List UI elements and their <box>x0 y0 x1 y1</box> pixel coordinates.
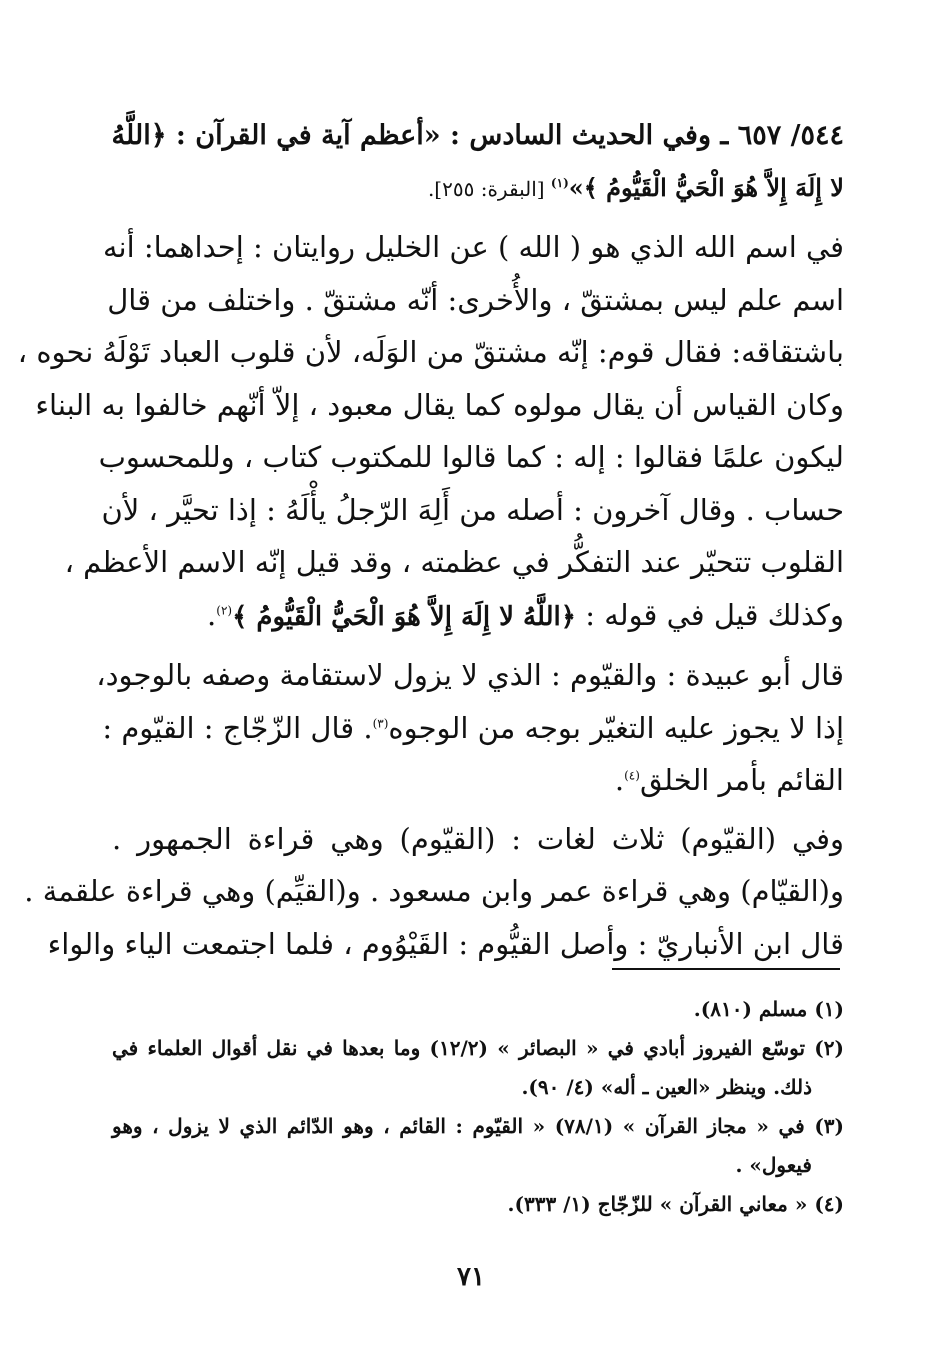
paragraph-text: . <box>207 597 217 632</box>
paragraph-line: و(القيّام) وهي قراءة عمر وابن مسعود . و(القيِّم) وهي قراءة علقمة . <box>24 874 844 908</box>
heading-line-1: ٥٤٤/ ٦٥٧ ـ وفي الحديث السادس : «أعظم آية في القرآن : ﴿اللَّهُ <box>111 120 844 151</box>
paragraph-text: . <box>614 763 625 797</box>
footnote-line: (٣) في « مجاز القرآن » (٧٨/١) « القيّوم : القائم ، وهو الدّائم الذي لا يزول ، وهو <box>112 1114 844 1138</box>
main-text <box>17 110 844 970</box>
paragraph-line: القلوب تتحيّر عند التفكُّر في عظمته ، وقد قيل إنّه الاسم الأعظم ، <box>64 545 844 579</box>
hadith-heading <box>112 110 844 215</box>
paragraph-text: . قال الزّجّاج : القيّوم : <box>102 710 373 745</box>
verse-reference: [البقرة: ٢٥٥]. <box>427 177 551 201</box>
footnote-ref-1[interactable]: (١) <box>550 176 569 190</box>
quran-verse-quote: لا إِلَهَ إِلاَّ هُوَ الْحَيُّ الْقَيُّومُ ﴾» <box>568 173 844 202</box>
footnote-line: (٤) « معاني القرآن » للزّجّاج (١/ ٣٣٣). <box>507 1192 844 1216</box>
footnote-line: (١) مسلم (٨١٠). <box>693 997 844 1021</box>
footnote-3 <box>112 1107 844 1185</box>
paragraph-text: القائم بأمر الخلق <box>639 763 844 797</box>
footnote-2 <box>112 1029 844 1107</box>
footnote-divider <box>612 968 840 970</box>
paragraph-line: وكان القياس أن يقال مولوه كما يقال معبود ، إلاّ أنّهم خالفوا به البناء <box>35 387 844 422</box>
paragraph-1 <box>17 221 844 643</box>
heading-line-2 <box>112 162 844 215</box>
page-number: ٧١ <box>457 1262 485 1292</box>
paragraph-line: حساب . وقال آخرون : أصله من أَلِهَ الرّجلُ يأْلَهُ : إذا تحيَّر ، لأن <box>101 492 844 527</box>
footnote-1 <box>112 990 844 1029</box>
paragraph-line: ليكون علمًا فقالوا : إله : كما قالوا للمكتوب كتاب ، وللمحسوب <box>98 440 844 474</box>
paragraph-line: وفي (القيّوم) ثلاث لغات : (القيّوم) وهي قراءة الجمهور . <box>112 821 844 856</box>
paragraph-line <box>102 702 844 755</box>
footnote-line: (٢) توسّع الفيروز أبادي في « البصائر » (١٢/٢) وما بعدها في نقل أقوال العلماء في <box>112 1036 844 1060</box>
footnotes <box>112 990 844 1224</box>
paragraph-line: اسم علم ليس بمشتقّ ، والأُخرى: أنّه مشتقّ . واختلف من قال <box>107 282 844 317</box>
footnote-line: ذلك. وينظر «العين ـ أله» (٤/ ٩٠). <box>521 1075 812 1099</box>
paragraph-line <box>112 589 844 644</box>
paragraph-line: قال أبو عبيدة : والقيّوم : الذي لا يزول لاستقامة وصفه بالوجود، <box>96 658 844 692</box>
footnote-ref-2[interactable]: (٢) <box>216 602 233 617</box>
paragraph-2 <box>96 649 844 807</box>
paragraph-line: في اسم الله الذي هو ( الله ) عن الخليل روايتان : إحداهما: أنه <box>102 230 844 264</box>
footnote-4 <box>112 1185 844 1224</box>
footnote-ref-4[interactable]: (٤) <box>624 768 640 783</box>
paragraph-text: إذا لا يجوز عليه التغيّر بوجه من الوجوه <box>388 710 844 745</box>
paragraph-line: باشتقاقه: فقال قوم: إنّه مشتقّ من الوَلَه، لأن قلوب العباد تَوْلَهُ نحوه ، <box>17 335 844 369</box>
quran-verse-quote: ﴿اللَّهُ لا إِلَهَ إِلاَّ هُوَ الْحَيُّ الْقَيُّومُ ﴾ <box>232 601 576 632</box>
paragraph-line: قال ابن الأنباريّ : وأصل القيُّوم : القَيْوُوم ، فلما اجتمعت الياء والواء <box>47 926 844 961</box>
paragraph-3 <box>24 813 844 971</box>
paragraph-line <box>112 754 844 807</box>
footnote-line: فيعول» . <box>735 1153 812 1177</box>
footnote-ref-3[interactable]: (٣) <box>372 715 389 730</box>
paragraph-text: وكذلك قيل في قوله : <box>575 597 844 632</box>
